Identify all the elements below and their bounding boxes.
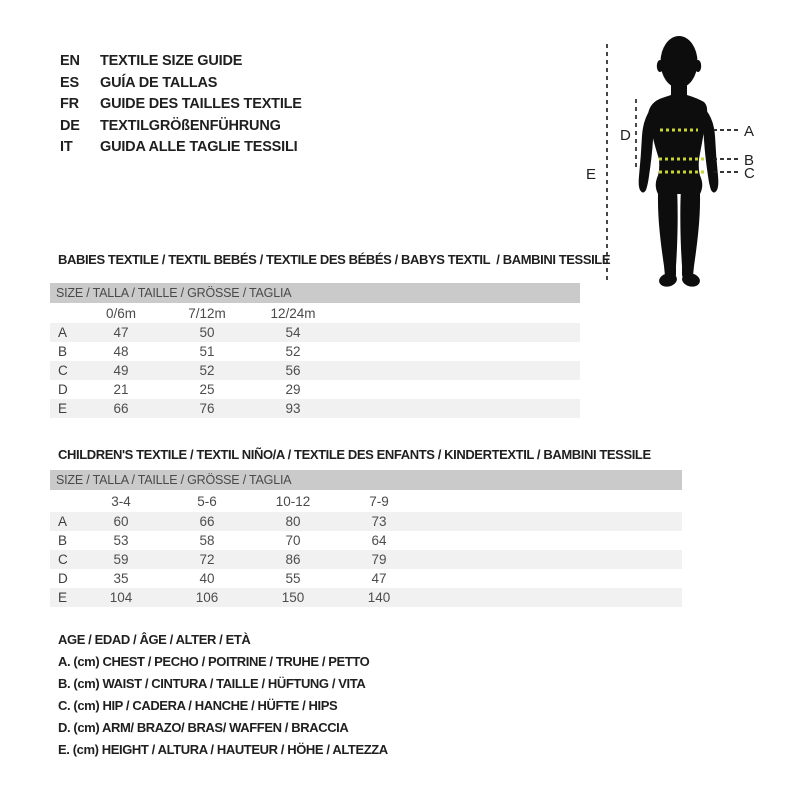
size-value: 140 — [367, 590, 391, 605]
size-value: 79 — [371, 552, 387, 567]
size-value: 52 — [199, 363, 215, 378]
language-row — [60, 51, 302, 73]
size-value: 66 — [199, 514, 215, 529]
column-header: 0/6m — [105, 305, 136, 321]
right-leg — [680, 176, 700, 280]
language-title: GUIDE DES TAILLES TEXTILE — [100, 96, 302, 113]
language-code: IT — [60, 139, 73, 156]
column-header-row — [50, 303, 580, 323]
row-label: B — [58, 344, 68, 359]
column-header: 7-9 — [369, 493, 389, 509]
size-value: 64 — [371, 533, 387, 548]
size-header-bar: SIZE / TALLA / TAILLE / GRÖSSE / TAGLIA — [50, 470, 682, 490]
column-header: 10-12 — [275, 493, 311, 509]
language-code: DE — [60, 117, 80, 134]
measurement-legend — [58, 629, 388, 761]
left-ear — [657, 60, 663, 72]
right-arm — [702, 110, 718, 193]
size-value: 93 — [285, 401, 301, 416]
table-row — [50, 380, 580, 399]
column-header-row — [50, 490, 682, 512]
row-label: A — [58, 514, 68, 529]
label-hip: C — [744, 165, 755, 182]
left-leg — [658, 176, 678, 280]
legend-line: E. (cm) HEIGHT / ALTURA / HAUTEUR / HÖHE / ALTEZZA — [58, 742, 388, 757]
language-code: FR — [60, 96, 79, 113]
size-value: 53 — [113, 533, 129, 548]
children-section-title: CHILDREN'S TEXTILE / TEXTIL NIÑO/A / TEXTILE DES ENFANTS / KINDERTEXTIL / BAMBINI TESSILE — [58, 447, 651, 462]
size-header-bar: SIZE / TALLA / TAILLE / GRÖSSE / TAGLIA — [50, 283, 580, 303]
legend-line: AGE / EDAD / ÂGE / ALTER / ETÀ — [58, 632, 251, 647]
language-title: TEXTILGRÖßENFÜHRUNG — [100, 117, 281, 134]
table-row — [50, 569, 682, 588]
table-row — [50, 512, 682, 531]
size-value: 56 — [285, 363, 301, 378]
table-row — [50, 342, 580, 361]
size-value: 76 — [199, 401, 215, 416]
column-header: 7/12m — [188, 305, 226, 321]
size-value: 47 — [113, 325, 129, 340]
table-row — [50, 323, 580, 342]
size-value: 72 — [199, 552, 215, 567]
size-value: 73 — [371, 514, 387, 529]
language-list — [60, 51, 302, 159]
size-value: 66 — [113, 401, 129, 416]
size-value: 106 — [195, 590, 219, 605]
row-label: E — [58, 401, 68, 416]
size-value: 47 — [371, 571, 387, 586]
label-arm: D — [620, 127, 631, 144]
size-value: 29 — [285, 382, 301, 397]
language-code: ES — [60, 74, 79, 91]
child-measurement-figure — [580, 28, 800, 290]
size-value: 86 — [285, 552, 301, 567]
right-ear — [695, 60, 701, 72]
column-header: 3-4 — [111, 493, 131, 509]
size-value: 52 — [285, 344, 301, 359]
size-value: 60 — [113, 514, 129, 529]
row-label: E — [58, 590, 68, 605]
row-label: C — [58, 552, 68, 567]
language-row — [60, 116, 302, 138]
legend-line: A. (cm) CHEST / PECHO / POITRINE / TRUHE / PETTO — [58, 654, 370, 669]
row-label: B — [58, 533, 68, 548]
language-row — [60, 73, 302, 95]
language-title: GUIDA ALLE TAGLIE TESSILI — [100, 139, 298, 156]
size-value: 40 — [199, 571, 215, 586]
left-arm — [639, 110, 655, 193]
table-row — [50, 531, 682, 550]
language-row — [60, 137, 302, 159]
row-label: D — [58, 382, 68, 397]
language-row — [60, 94, 302, 116]
table-row — [50, 588, 682, 607]
column-header: 12/24m — [270, 305, 316, 321]
size-value: 54 — [285, 325, 301, 340]
children-size-table — [50, 470, 682, 607]
row-label: A — [58, 325, 68, 340]
babies-size-table — [50, 283, 580, 418]
size-value: 104 — [109, 590, 133, 605]
size-value: 21 — [113, 382, 129, 397]
column-header: 5-6 — [197, 493, 217, 509]
table-row — [50, 361, 580, 380]
size-value: 25 — [199, 382, 215, 397]
table-body — [50, 323, 580, 418]
size-value: 58 — [199, 533, 215, 548]
size-value: 150 — [281, 590, 305, 605]
size-value: 51 — [199, 344, 215, 359]
label-chest: A — [744, 123, 755, 140]
legend-line: D. (cm) ARM/ BRAZO/ BRAS/ WAFFEN / BRACCIA — [58, 720, 349, 735]
row-label: C — [58, 363, 68, 378]
label-height: E — [586, 166, 597, 183]
table-body — [50, 512, 682, 607]
table-row — [50, 550, 682, 569]
size-value: 50 — [199, 325, 215, 340]
table-row — [50, 399, 580, 418]
size-value: 70 — [285, 533, 301, 548]
row-label: D — [58, 571, 68, 586]
size-value: 55 — [285, 571, 301, 586]
legend-line: B. (cm) WAIST / CINTURA / TAILLE / HÜFTUNG / VITA — [58, 676, 366, 691]
babies-section-title: BABIES TEXTILE / TEXTIL BEBÉS / TEXTILE DES BÉBÉS / BABYS TEXTIL / BAMBINI TESSILE — [58, 252, 611, 267]
language-title: TEXTILE SIZE GUIDE — [100, 53, 243, 69]
size-value: 49 — [113, 363, 129, 378]
label-waist: B — [744, 152, 755, 169]
child-silhouette — [639, 36, 719, 288]
size-value: 80 — [285, 514, 301, 529]
language-title: GUÍA DE TALLAS — [100, 74, 218, 91]
language-code: EN — [60, 53, 80, 69]
legend-line: C. (cm) HIP / CADERA / HANCHE / HÜFTE / HIPS — [58, 698, 338, 713]
size-value: 59 — [113, 552, 129, 567]
size-value: 48 — [113, 344, 129, 359]
size-value: 35 — [113, 571, 129, 586]
